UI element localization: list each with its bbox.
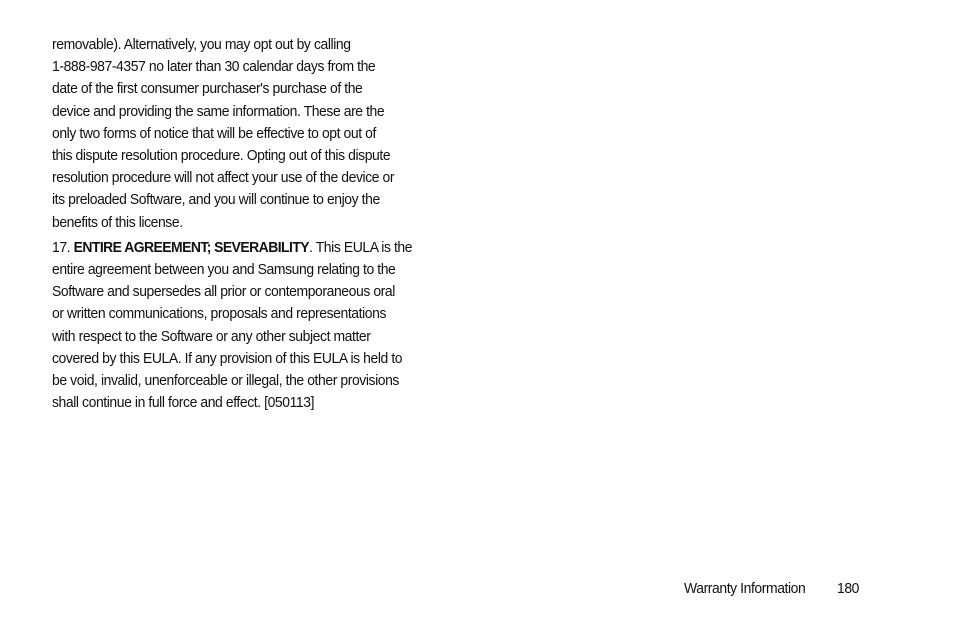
text-line: resolution procedure will not affect your use of the device or (52, 169, 395, 187)
text-line: this dispute resolution procedure. Opting out of this dispute (52, 147, 391, 165)
text-line: entire agreement between you and Samsung relating to the (52, 261, 396, 279)
text-line: device and providing the same information. These are the (52, 102, 385, 120)
text-line: shall continue in full force and effect. [050113] (52, 394, 315, 412)
section-heading: ENTIRE AGREEMENT; SEVERABILITY (73, 238, 310, 256)
text-line: date of the first consumer purchaser's purchase of the (52, 80, 363, 98)
text-line: covered by this EULA. If any provision of this EULA is held to (52, 349, 403, 367)
entire-agreement-paragraph (52, 237, 452, 415)
text-line: benefits of this license. (52, 213, 183, 231)
text-line: or written communications, proposals and representations (52, 305, 387, 323)
page-content (52, 34, 452, 414)
text-line: its preloaded Software, and you will continue to enjoy the (52, 191, 380, 209)
text-line: 1-888-987-4357 no later than 30 calendar days from the (52, 58, 376, 76)
section-heading-line (52, 237, 452, 259)
opt-out-paragraph (52, 34, 452, 234)
section-heading-rest: . This EULA is the (309, 238, 413, 256)
text-line: removable). Alternatively, you may opt out by calling (52, 36, 351, 53)
text-line: with respect to the Software or any other subject matter (52, 327, 371, 345)
text-line: be void, invalid, unenforceable or illegal, the other provisions (52, 372, 399, 390)
section-number: 17. (52, 238, 74, 256)
footer-section-title: Warranty Information (684, 580, 806, 597)
text-line: Software and supersedes all prior or contemporaneous oral (52, 283, 395, 301)
page-footer (684, 579, 859, 599)
text-line: only two forms of notice that will be effective to opt out of (52, 124, 376, 142)
page-number: 180 (836, 580, 860, 597)
